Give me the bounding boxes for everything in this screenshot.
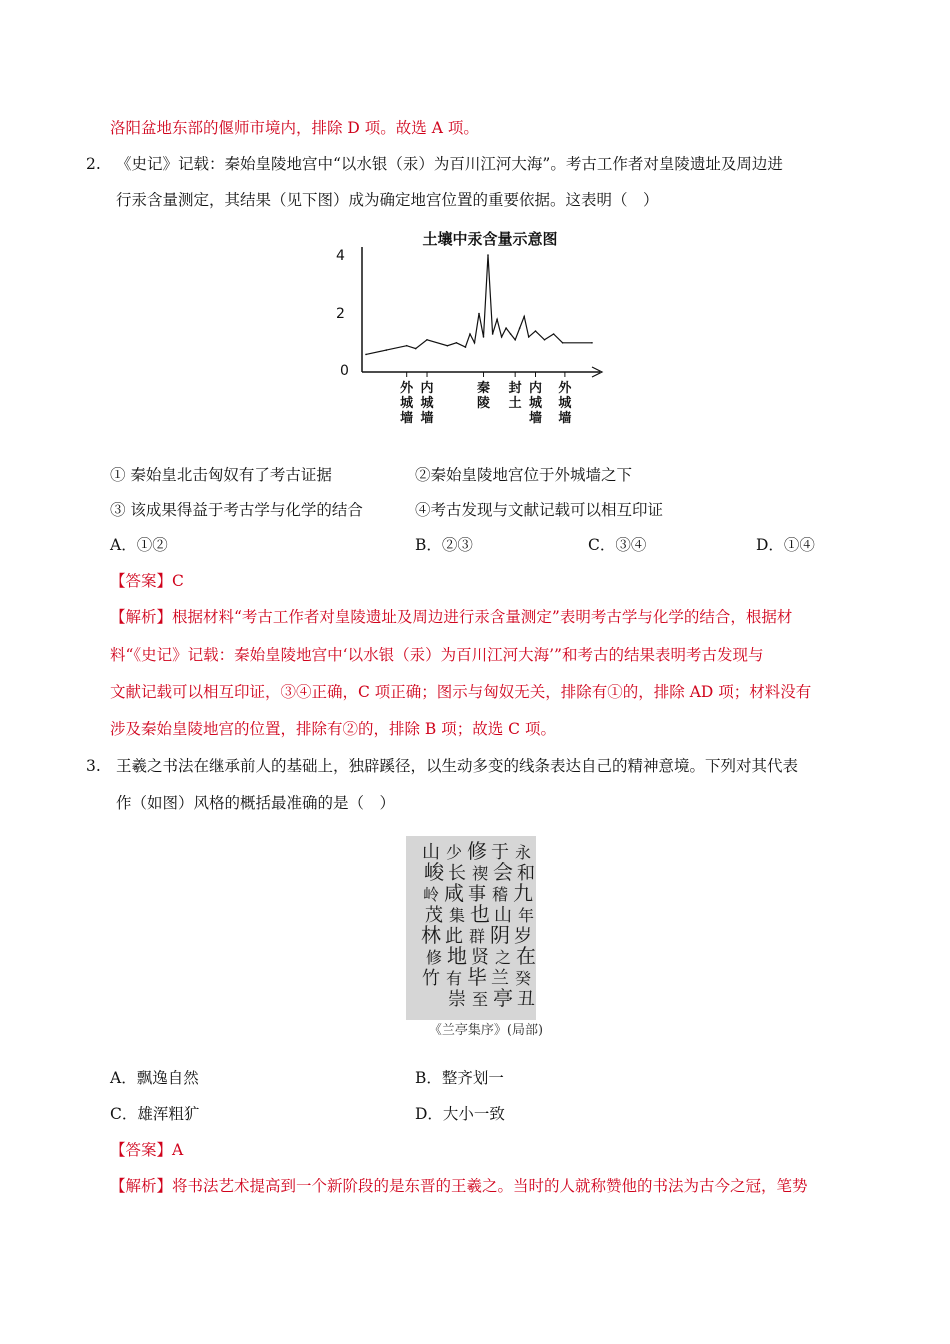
calligraphy-glyph: 兰 <box>491 968 509 989</box>
calligraphy-glyph: 癸 <box>514 969 532 988</box>
calligraphy-image <box>406 836 536 1020</box>
x-marker-label: 内城墙 <box>528 381 543 426</box>
calligraphy-glyph: 修 <box>425 948 443 967</box>
calligraphy-glyph: 亭 <box>493 986 513 1010</box>
option-a: A．飘逸自然 <box>110 1069 199 1087</box>
option-d: D．大小一致 <box>415 1105 505 1123</box>
data-point <box>365 354 367 356</box>
data-point <box>465 346 467 348</box>
data-point <box>426 339 428 341</box>
calligraphy-glyph: 有 <box>445 969 463 988</box>
option-c: C．雄浑粗犷 <box>110 1105 200 1123</box>
data-point <box>591 342 593 344</box>
statement-1: ① 秦始皇北击匈奴有了考古证据 <box>110 466 332 484</box>
question-stem-line: 王羲之书法在继承前人的基础上，独辟蹊径，以生动多变的线条表达自己的精神意境。下列对其代表 <box>116 757 799 775</box>
calligraphy-glyph: 之 <box>494 948 512 967</box>
data-point <box>478 313 480 315</box>
calligraphy-glyph: 于 <box>491 842 509 863</box>
y-tick-label: 4 <box>336 248 345 264</box>
option-d: D．①④ <box>756 536 815 554</box>
calligraphy-glyph: 集 <box>448 906 466 925</box>
data-point <box>544 339 546 341</box>
answer-label: 【答案】A <box>110 1141 184 1159</box>
data-point <box>510 333 512 335</box>
calligraphy-glyph: 少 <box>445 843 463 862</box>
option-c: C．③④ <box>588 536 647 554</box>
statement-4: ④考古发现与文献记载可以相互印证 <box>415 501 664 519</box>
calligraphy-glyph: 崇 <box>448 989 466 1010</box>
data-point <box>447 345 449 347</box>
data-point <box>469 333 471 335</box>
analysis-line: 文献记载可以相互印证，③④正确，C 项正确；图示与匈奴无关，排除有①的，排除 AD 项；材料没有 <box>110 683 812 701</box>
calligraphy-glyph: 峻 <box>424 860 444 884</box>
option-a: A．①② <box>110 536 168 554</box>
calligraphy-glyph: 禊 <box>471 864 489 883</box>
data-point <box>483 336 485 338</box>
question-number: 3. <box>86 757 101 775</box>
mercury-chart <box>330 222 620 432</box>
mercury-series-line <box>366 255 592 354</box>
data-point <box>553 333 555 335</box>
x-marker-label: 秦陵 <box>477 381 491 411</box>
y-tick-label: 0 <box>340 363 349 379</box>
previous-analysis-tail: 洛阳盆地东部的偃师市境内，排除 D 项。故选 A 项。 <box>110 119 479 137</box>
image-caption: 《兰亭集序》(局部) <box>428 1023 544 1038</box>
calligraphy-glyph: 贤 <box>471 947 489 968</box>
chart-title: 土壤中汞含量示意图 <box>422 230 558 248</box>
calligraphy-glyph: 九 <box>513 881 533 905</box>
data-point <box>492 333 494 335</box>
data-point <box>501 336 503 338</box>
data-point <box>487 254 489 256</box>
analysis-line: 料“《史记》记载：秦始皇陵地宫中‘以水银（汞）为百川江河大海’”和考古的结果表明考古发现与 <box>110 646 764 664</box>
calligraphy-glyph: 和 <box>517 863 535 884</box>
calligraphy-glyph: 会 <box>493 860 513 884</box>
analysis-line: 【解析】根据材料“考古工作者对皇陵遗址及周边进行汞含量测定”表明考古学与化学的结合，根据材 <box>110 608 793 626</box>
calligraphy-glyph: 年 <box>517 906 535 925</box>
calligraphy-glyph: 至 <box>471 990 489 1009</box>
calligraphy-glyph: 竹 <box>422 968 440 989</box>
data-point <box>496 319 498 321</box>
analysis-line: 【解析】将书法艺术提高到一个新阶段的是东晋的王羲之。当时的人就称赞他的书法为古今之冠，笔势 <box>110 1177 808 1195</box>
calligraphy-glyph: 山 <box>494 905 512 926</box>
y-tick-label: 2 <box>336 306 345 322</box>
calligraphy-glyph: 修 <box>467 839 487 863</box>
calligraphy-glyph: 咸 <box>444 881 464 905</box>
analysis-line: 涉及秦始皇陵地宫的位置，排除有②的，排除 B 项；故选 C 项。 <box>110 720 556 738</box>
question-number: 2. <box>86 155 101 173</box>
question-stem-line: 作（如图）风格的概括最准确的是（ ） <box>116 794 396 812</box>
calligraphy-glyph: 地 <box>447 944 467 968</box>
data-point <box>535 330 537 332</box>
calligraphy-glyph: 稽 <box>491 885 509 904</box>
option-b: B．②③ <box>415 536 473 554</box>
option-b: B．整齐划一 <box>415 1069 504 1087</box>
answer-label: 【答案】C <box>110 572 184 590</box>
calligraphy-glyph: 林 <box>421 923 441 947</box>
calligraphy-glyph: 岁 <box>514 926 532 947</box>
data-point <box>523 316 525 318</box>
calligraphy-glyph: 丑 <box>517 989 535 1010</box>
data-point <box>415 348 417 350</box>
calligraphy-glyph: 毕 <box>467 965 487 989</box>
question-stem-line: 行汞含量测定，其结果（见下图）成为确定地宫位置的重要依据。这表明（ ） <box>116 191 659 209</box>
calligraphy-glyph: 茂 <box>425 905 443 926</box>
statement-2: ②秦始皇陵地宫位于外城墙之下 <box>415 466 633 484</box>
calligraphy-glyph: 山 <box>422 842 440 863</box>
calligraphy-glyph: 阴 <box>490 923 510 947</box>
calligraphy-glyph: 也 <box>470 902 490 926</box>
x-marker-label: 外城墙 <box>400 381 414 426</box>
data-point <box>562 342 564 344</box>
calligraphy-glyph: 岭 <box>422 885 440 904</box>
statement-3: ③ 该成果得益于考古学与化学的结合 <box>110 501 363 519</box>
x-marker-label: 内城墙 <box>420 381 434 426</box>
question-stem-line: 《史记》记载：秦始皇陵地宫中“以水银（汞）为百川江河大海”。考古工作者对皇陵遗址及周边进 <box>116 155 783 173</box>
data-point <box>474 342 476 344</box>
calligraphy-glyph: 事 <box>468 884 486 905</box>
data-point <box>456 342 458 344</box>
x-marker-label: 外城墙 <box>558 381 572 426</box>
data-point <box>386 349 388 351</box>
calligraphy-glyph: 此 <box>445 926 463 947</box>
calligraphy-glyph: 长 <box>448 863 466 884</box>
data-point <box>406 345 408 347</box>
calligraphy-glyph: 群 <box>468 927 486 946</box>
data-point <box>528 336 530 338</box>
data-point <box>519 327 521 329</box>
calligraphy-glyph: 永 <box>514 843 532 862</box>
calligraphy-glyph: 在 <box>516 944 536 968</box>
x-marker-label: 封土 <box>508 381 522 411</box>
data-point <box>514 339 516 341</box>
data-point <box>505 327 507 329</box>
